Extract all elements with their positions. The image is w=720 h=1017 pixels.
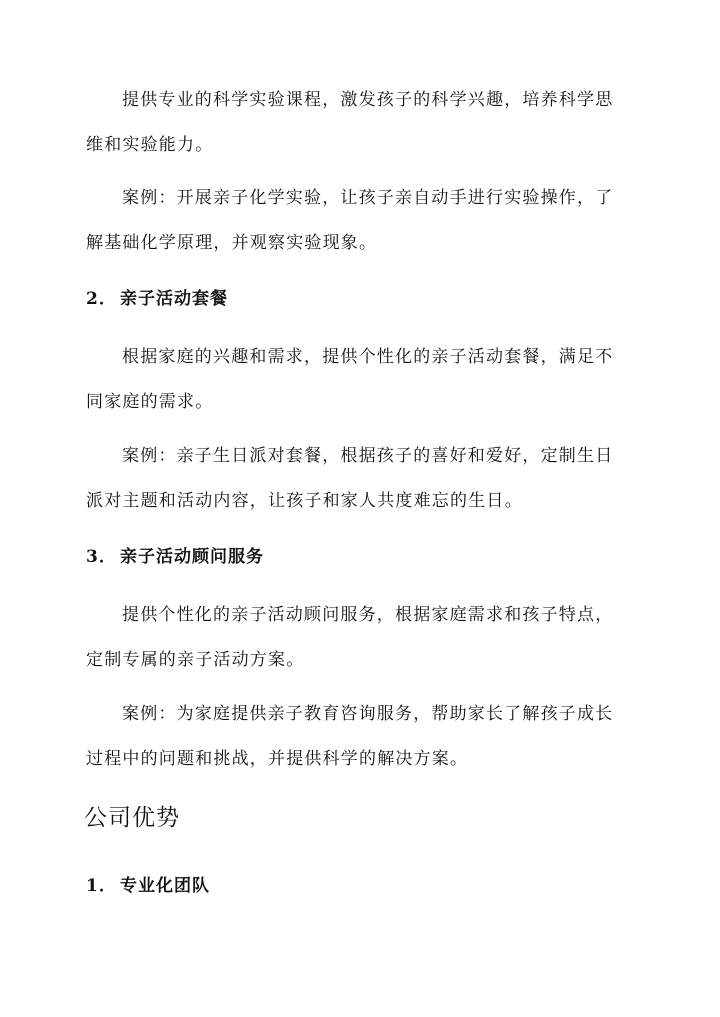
heading-title: 亲子活动顾问服务 bbox=[120, 547, 264, 567]
paragraph-birthday-case-line-1: 案例：亲子生日派对套餐，根据孩子的喜好和爱好，定制生日 bbox=[122, 446, 614, 466]
heading-number: 1． bbox=[86, 876, 117, 896]
paragraph-advisory-line-2: 定制专属的亲子活动方案。 bbox=[86, 650, 305, 670]
heading-activity-package bbox=[86, 287, 228, 311]
heading-number: 3． bbox=[86, 547, 117, 567]
heading-number: 2． bbox=[86, 289, 117, 309]
paragraph-consulting-case-line-1: 案例：为家庭提供亲子教育咨询服务，帮助家长了解孩子成长 bbox=[122, 704, 614, 724]
paragraph-chemistry-case-line-1: 案例：开展亲子化学实验，让孩子亲自动手进行实验操作，了 bbox=[122, 188, 614, 208]
paragraph-birthday-case-line-2: 派对主题和活动内容，让孩子和家人共度难忘的生日。 bbox=[86, 491, 523, 511]
paragraph-consulting-case-line-2: 过程中的问题和挑战，并提供科学的解决方案。 bbox=[86, 749, 469, 769]
heading-professional-team bbox=[86, 874, 210, 898]
section-title-company-advantages: 公司优势 bbox=[84, 805, 180, 831]
heading-advisory-service bbox=[86, 545, 264, 569]
paragraph-package-line-1: 根据家庭的兴趣和需求，提供个性化的亲子活动套餐，满足不 bbox=[122, 347, 614, 367]
heading-title: 专业化团队 bbox=[120, 876, 210, 896]
paragraph-advisory-line-1: 提供个性化的亲子活动顾问服务，根据家庭需求和孩子特点， bbox=[122, 605, 614, 625]
heading-title: 亲子活动套餐 bbox=[120, 289, 228, 309]
paragraph-package-line-2: 同家庭的需求。 bbox=[86, 392, 214, 412]
paragraph-science-line-2: 维和实验能力。 bbox=[86, 135, 214, 155]
paragraph-chemistry-case-line-2: 解基础化学原理，并观察实验现象。 bbox=[86, 233, 378, 253]
paragraph-science-line-1: 提供专业的科学实验课程，激发孩子的科学兴趣，培养科学思 bbox=[122, 90, 614, 110]
